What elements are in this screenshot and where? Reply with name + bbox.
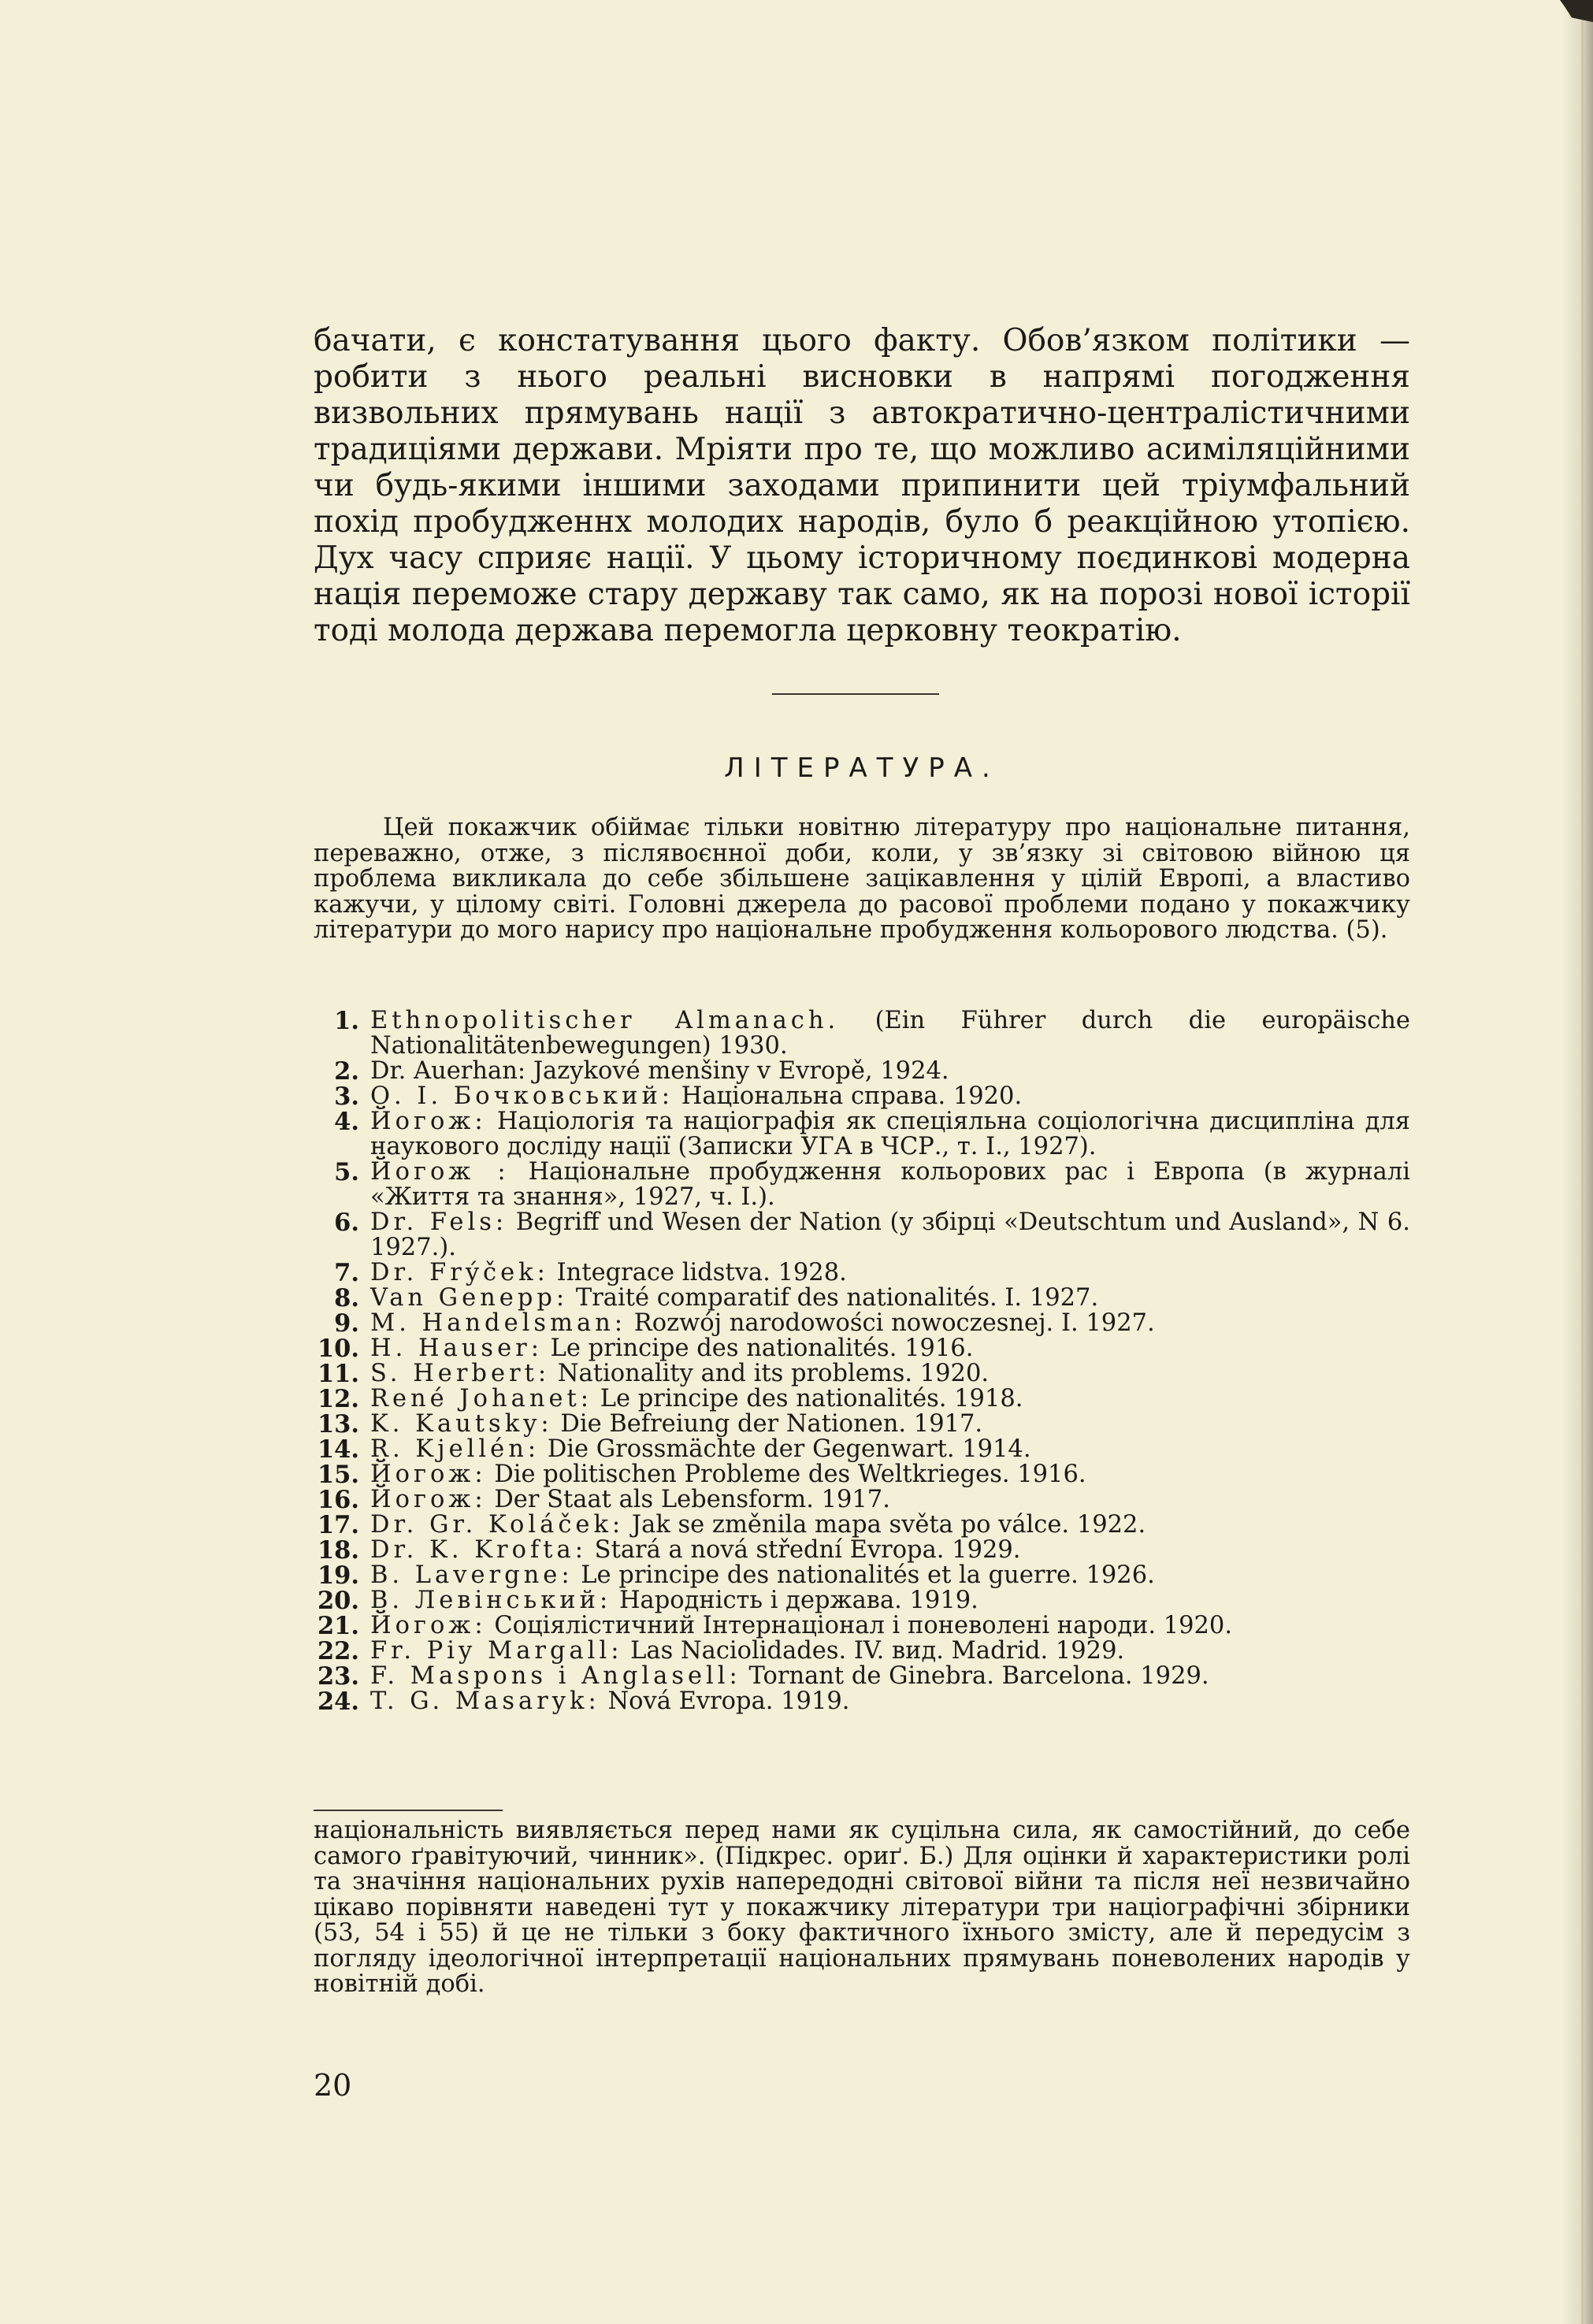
- footnote: національність виявляється перед нами як суцільна сила, як самостійний, до себе самого ґравітуючий, чинник». (Підкрес. ориґ. Б.) Для оцінки й характеристики ролі та значіння національних рухів напередодні світової війни та після неї незвичайно цікаво порівняти наведені тут у покажчику літератури три націографічні збірники (53, 54 і 55) й це не тільки з боку фактичного їхнього змісту, але й передусім з погляду ідеологічної інтерпретації національних прямувань поневолених народів у новітній добі.: [314, 1817, 1410, 1998]
- reference-list: [314, 1008, 1410, 1714]
- reference-author: Dr. Frýček:: [370, 1259, 549, 1286]
- reference-text: [370, 1639, 1410, 1664]
- reference-item: [314, 1084, 1410, 1109]
- reference-text: [370, 1487, 1410, 1513]
- page-edge-line: [1581, 0, 1584, 2324]
- reference-item: [314, 1538, 1410, 1563]
- reference-item: [314, 1563, 1410, 1588]
- reference-author: Van Genepp:: [370, 1284, 569, 1312]
- reference-text: [370, 1059, 1410, 1084]
- reference-text: [370, 1513, 1410, 1538]
- reference-title: Соціялістичний Інтернаціонал і поневолені народи. 1920.: [486, 1612, 1233, 1639]
- reference-title: Le principe des nationalités et la guerre. 1926.: [573, 1561, 1155, 1589]
- reference-item: [314, 1487, 1410, 1513]
- reference-text: [370, 1160, 1410, 1210]
- reference-title: Le principe des nationalités. 1916.: [542, 1335, 974, 1362]
- reference-title: Народність і держава. 1919.: [611, 1587, 978, 1614]
- reference-title: Jak se změnila mapa světa po válce. 1922.: [624, 1511, 1146, 1539]
- reference-item: [314, 1160, 1410, 1210]
- reference-number: 15.: [317, 1461, 359, 1489]
- reference-title: Національне пробудження кольорових рас і Европа (в журналі «Життя та знання», 1927, ч. І.).: [370, 1158, 1410, 1211]
- reference-text: [370, 1538, 1410, 1563]
- reference-text: [370, 1462, 1410, 1487]
- reference-text: [370, 1361, 1410, 1387]
- reference-author: О. І. Бочковський:: [370, 1082, 674, 1110]
- reference-author: Йогож:: [370, 1612, 487, 1639]
- reference-title: Stará a nová střední Evropa. 1929.: [586, 1536, 1021, 1564]
- reference-title: Las Naciolidades. IV. вид. Madrid. 1929.: [622, 1637, 1125, 1665]
- reference-text: [370, 1412, 1410, 1437]
- reference-number: 21.: [317, 1612, 359, 1640]
- reference-title: Національна справа. 1920.: [674, 1082, 1023, 1110]
- reference-text: [370, 1563, 1410, 1588]
- section-separator: [772, 693, 939, 695]
- reference-number: 10.: [317, 1335, 359, 1363]
- reference-number: 24.: [317, 1687, 359, 1716]
- reference-author: René Johanet:: [370, 1385, 593, 1413]
- reference-item: [314, 1336, 1410, 1361]
- reference-author: Йогож:: [370, 1108, 487, 1135]
- reference-number: 18.: [317, 1536, 359, 1565]
- reference-number: 11.: [317, 1360, 359, 1388]
- reference-item: [314, 1639, 1410, 1664]
- reference-number: 6.: [334, 1208, 359, 1237]
- reference-title: Nová Evropa. 1919.: [600, 1687, 850, 1715]
- reference-text: [370, 1008, 1410, 1059]
- reference-author: K. Kautsky:: [370, 1410, 553, 1438]
- reference-item: [314, 1664, 1410, 1689]
- reference-author: Йогож:: [370, 1461, 487, 1488]
- reference-item: [314, 1437, 1410, 1462]
- reference-number: 4.: [334, 1108, 359, 1136]
- reference-author: T. G. Masaryk:: [370, 1687, 600, 1715]
- reference-item: [314, 1613, 1410, 1639]
- reference-number: 20.: [317, 1587, 359, 1615]
- reference-number: 19.: [317, 1561, 359, 1590]
- reference-number: 13.: [317, 1410, 359, 1439]
- reference-author: В. Левінський:: [370, 1587, 612, 1614]
- reference-text: [370, 1084, 1410, 1109]
- reference-number: 1.: [334, 1007, 359, 1035]
- reference-number: 14.: [317, 1435, 359, 1464]
- reference-author: S. Herbert:: [370, 1360, 551, 1387]
- reference-number: 22.: [317, 1637, 359, 1665]
- reference-title: Dr. Auerhan: Jazykové menšiny v Evropě, 1924.: [370, 1057, 949, 1085]
- reference-author: R. Kjellén:: [370, 1435, 540, 1463]
- reference-item: [314, 1361, 1410, 1387]
- reference-text: [370, 1387, 1410, 1412]
- reference-item: [314, 1286, 1410, 1311]
- reference-item: [314, 1008, 1410, 1059]
- reference-text: [370, 1311, 1410, 1336]
- reference-title: Tornant de Ginebra. Barcelona. 1929.: [741, 1662, 1209, 1690]
- reference-author: F. Maspons i Anglasell:: [370, 1662, 741, 1690]
- reference-number: 7.: [334, 1259, 359, 1287]
- reference-item: [314, 1588, 1410, 1613]
- reference-item: [314, 1260, 1410, 1286]
- body-paragraph: бачати, є констатування цього факту. Обов’язком політики — робити з нього реальні висновки в напрямі погодження визвольних прямувань нації з автократично-централістичними традиціями держави. Мріяти про те, що можливо асиміляційними чи будь-якими іншими заходами припинити цей тріумфальний похід пробудженнх молодих народів, було б реакційною утопією. Дух часу сприяє нації. У цьому історичному поєдинкові модерна нація переможе стару державу так само, як на порозі нової історії тоді молода держава перемогла церковну теократію.: [314, 323, 1410, 648]
- reference-author: Ethnopolitischer Almanach.: [370, 1007, 840, 1034]
- reference-item: [314, 1462, 1410, 1487]
- reference-title: Rozwój narodowości nowoczesnej. I. 1927.: [626, 1309, 1155, 1337]
- reference-text: [370, 1689, 1410, 1714]
- reference-number: 2.: [334, 1057, 359, 1086]
- reference-text: [370, 1286, 1410, 1311]
- reference-text: [370, 1336, 1410, 1361]
- literature-heading: ЛІТЕРАТУРА.: [724, 752, 1000, 784]
- reference-title: Die Befreiung der Nationen. 1917.: [552, 1410, 983, 1438]
- reference-author: H. Hauser:: [370, 1335, 543, 1362]
- reference-number: 16.: [317, 1486, 359, 1514]
- reference-text: [370, 1260, 1410, 1286]
- reference-title: Nationality and its problems. 1920.: [550, 1360, 990, 1387]
- reference-title: Le principe des nationalités. 1918.: [592, 1385, 1023, 1413]
- reference-text: [370, 1437, 1410, 1462]
- reference-item: [314, 1689, 1410, 1714]
- reference-number: 5.: [334, 1158, 359, 1186]
- reference-author: M. Handelsman:: [370, 1309, 627, 1337]
- reference-item: [314, 1109, 1410, 1160]
- reference-item: [314, 1059, 1410, 1084]
- reference-author: Fr. Piy Margall:: [370, 1637, 623, 1665]
- reference-number: 17.: [317, 1511, 359, 1539]
- reference-number: 8.: [334, 1284, 359, 1312]
- reference-author: B. Lavergne:: [370, 1561, 574, 1589]
- reference-text: [370, 1588, 1410, 1613]
- reference-author: Dr. K. Krofta:: [370, 1536, 587, 1564]
- reference-text: [370, 1613, 1410, 1639]
- footnote-rule: [314, 1810, 503, 1811]
- reference-author: Dr. Fels:: [370, 1208, 508, 1236]
- reference-author: Йогож :: [370, 1158, 510, 1186]
- page-edge-shadow: [1561, 0, 1593, 2324]
- reference-title: Der Staat als Lebensform. 1917.: [486, 1486, 890, 1513]
- reference-item: [314, 1210, 1410, 1260]
- reference-title: Die politischen Probleme des Weltkrieges. 1916.: [486, 1461, 1086, 1488]
- reference-item: [314, 1311, 1410, 1336]
- reference-text: [370, 1210, 1410, 1260]
- reference-title: Die Grossmächte der Gegenwart. 1914.: [540, 1435, 1031, 1463]
- reference-text: [370, 1109, 1410, 1160]
- reference-item: [314, 1412, 1410, 1437]
- reference-title: Begriff und Wesen der Nation (у збірці «Deutschtum und Ausland», N 6. 1927.).: [370, 1208, 1410, 1261]
- reference-author: Йогож:: [370, 1486, 487, 1513]
- reference-number: 9.: [334, 1309, 359, 1338]
- reference-text: [370, 1664, 1410, 1689]
- reference-title: Націологія та націографія як спеціяльна соціологічна дисципліна для наукового досліду нації (Записки УГА в ЧСР., т. І., 1927).: [370, 1108, 1410, 1160]
- reference-title: Integrace lidstva. 1928.: [548, 1259, 847, 1286]
- reference-number: 23.: [317, 1662, 359, 1691]
- reference-item: [314, 1387, 1410, 1412]
- reference-title: Traité comparatif des nationalités. I. 1927.: [568, 1284, 1099, 1312]
- reference-number: 12.: [317, 1385, 359, 1413]
- intro-paragraph: Цей покажчик обіймає тільки новітню літературу про національне питання, переважно, отже, з післявоєнної доби, коли, у зв’язку зі світовою війною ця проблема викликала до себе збільшене зацікавлення у цілій Европі, а властиво кажучи, у цілому світі. Головні джерела до расової проблеми подано у покажчику літератури до мого нарису про національне пробудження кольорового людства. (5).: [314, 814, 1410, 944]
- reference-item: [314, 1513, 1410, 1538]
- reference-author: Dr. Gr. Koláček:: [370, 1511, 625, 1539]
- reference-number: 3.: [334, 1082, 359, 1111]
- page-number: 20: [314, 2068, 352, 2103]
- reference-title: (Ein Führer durch die europäische Nationalitätenbewegungen) 1930.: [370, 1007, 1410, 1060]
